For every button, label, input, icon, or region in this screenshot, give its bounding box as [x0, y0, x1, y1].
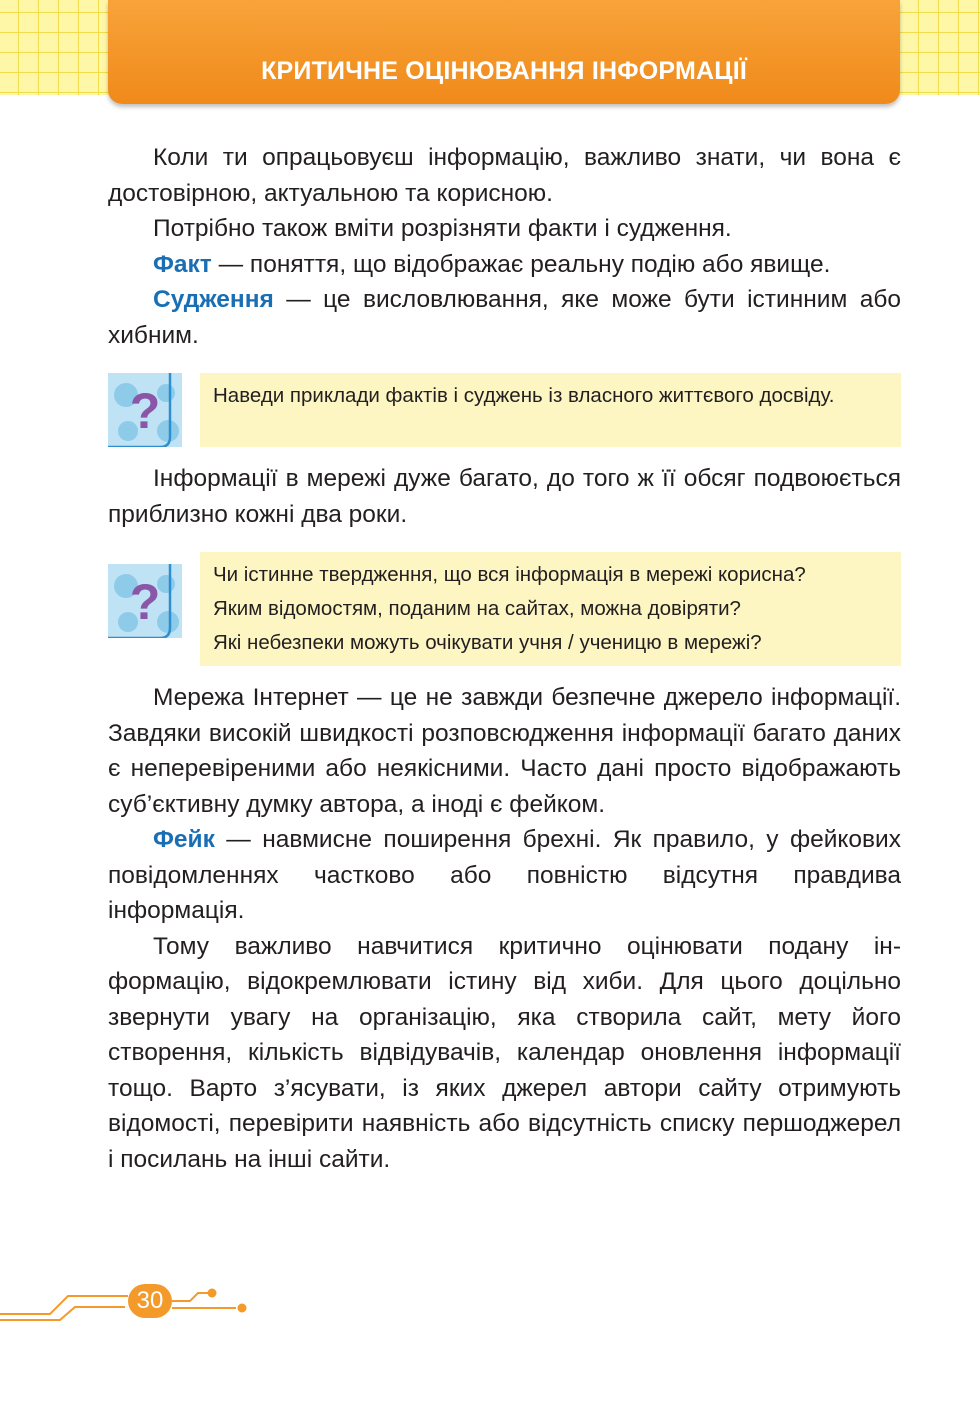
definition-fake-text: — навмисне поширення брехні. Як правило, у фейкових повідомленнях частково або повністю відсутня правдива інформація.	[108, 826, 901, 924]
paragraph-internet-safety: Мережа Інтернет — це не завжди безпечне джерело інформації. Завдяки високій швидкості розповсюдження інформації багато даних є неперевіреними або неякісними. Часто дані просто відображають суб’єктивну думку автора, а іноді є фейком.	[108, 684, 901, 818]
chapter-banner	[108, 0, 900, 104]
paragraph-critical-evaluation: Тому важливо навчитися критично оцінювати подану інформацію, відокремлювати істину від хиби. Для цього доцільно звернути увагу на організацію, яка створила сайт, мету його створення, кількість відвідувачів, календар оновлення інформації тощо. Варто з’ясувати, із яких джерел автори сайту отримують відомості, перевірити наявність або відсутність списку першоджерел і посилань на інші сайти.	[108, 932, 901, 1173]
page-title: КРИТИЧНЕ ОЦІНЮВАННЯ ІНФОРМАЦІЇ	[261, 57, 747, 85]
paragraph-facts-judgments: Потрібно також вміти розрізняти факти і судження.	[153, 215, 732, 242]
question-line: Чи істинне твердження, що вся інформація в мережі корисна?	[213, 563, 806, 586]
term-fake: Фейк	[153, 826, 215, 853]
question-box-1	[108, 373, 901, 447]
question-text-1: Наведи приклади фактів і суджень із власного життєвого досвіду.	[200, 373, 901, 447]
definition-fact-text: — поняття, що відображає реальну подію або явище.	[211, 250, 831, 278]
question-line: Які небезпеки можуть очікувати учня / ученицю в мережі?	[213, 631, 762, 654]
question-text-2	[200, 552, 901, 666]
paragraph-internet-volume: Інформації в мережі дуже багато, до того ж її обсяг подвоюється приблизно кожні два роки.	[108, 465, 901, 528]
question-mark-icon	[108, 564, 182, 638]
main-content	[108, 140, 901, 1177]
term-judgment: Судження	[153, 286, 274, 313]
svg-text:?: ?	[129, 383, 161, 439]
term-fact: Факт	[153, 250, 212, 278]
svg-text:?: ?	[129, 574, 161, 630]
question-box-2	[108, 552, 901, 666]
page-number: 30	[128, 1284, 172, 1318]
definition-fake	[108, 822, 901, 929]
question-mark-icon	[108, 373, 182, 447]
paragraph-intro: Коли ти опрацьовуєш інформацію, важливо знати, чи вона є достовірною, актуальною та корисною.	[108, 144, 901, 207]
definition-judgment	[108, 282, 901, 353]
definition-judgment-text: — це висловлювання, яке може бути істинним або хибним.	[108, 286, 901, 349]
definition-fact	[108, 247, 901, 283]
question-line: Яким відомостям, поданим на сайтах, можна довіряти?	[213, 597, 741, 620]
